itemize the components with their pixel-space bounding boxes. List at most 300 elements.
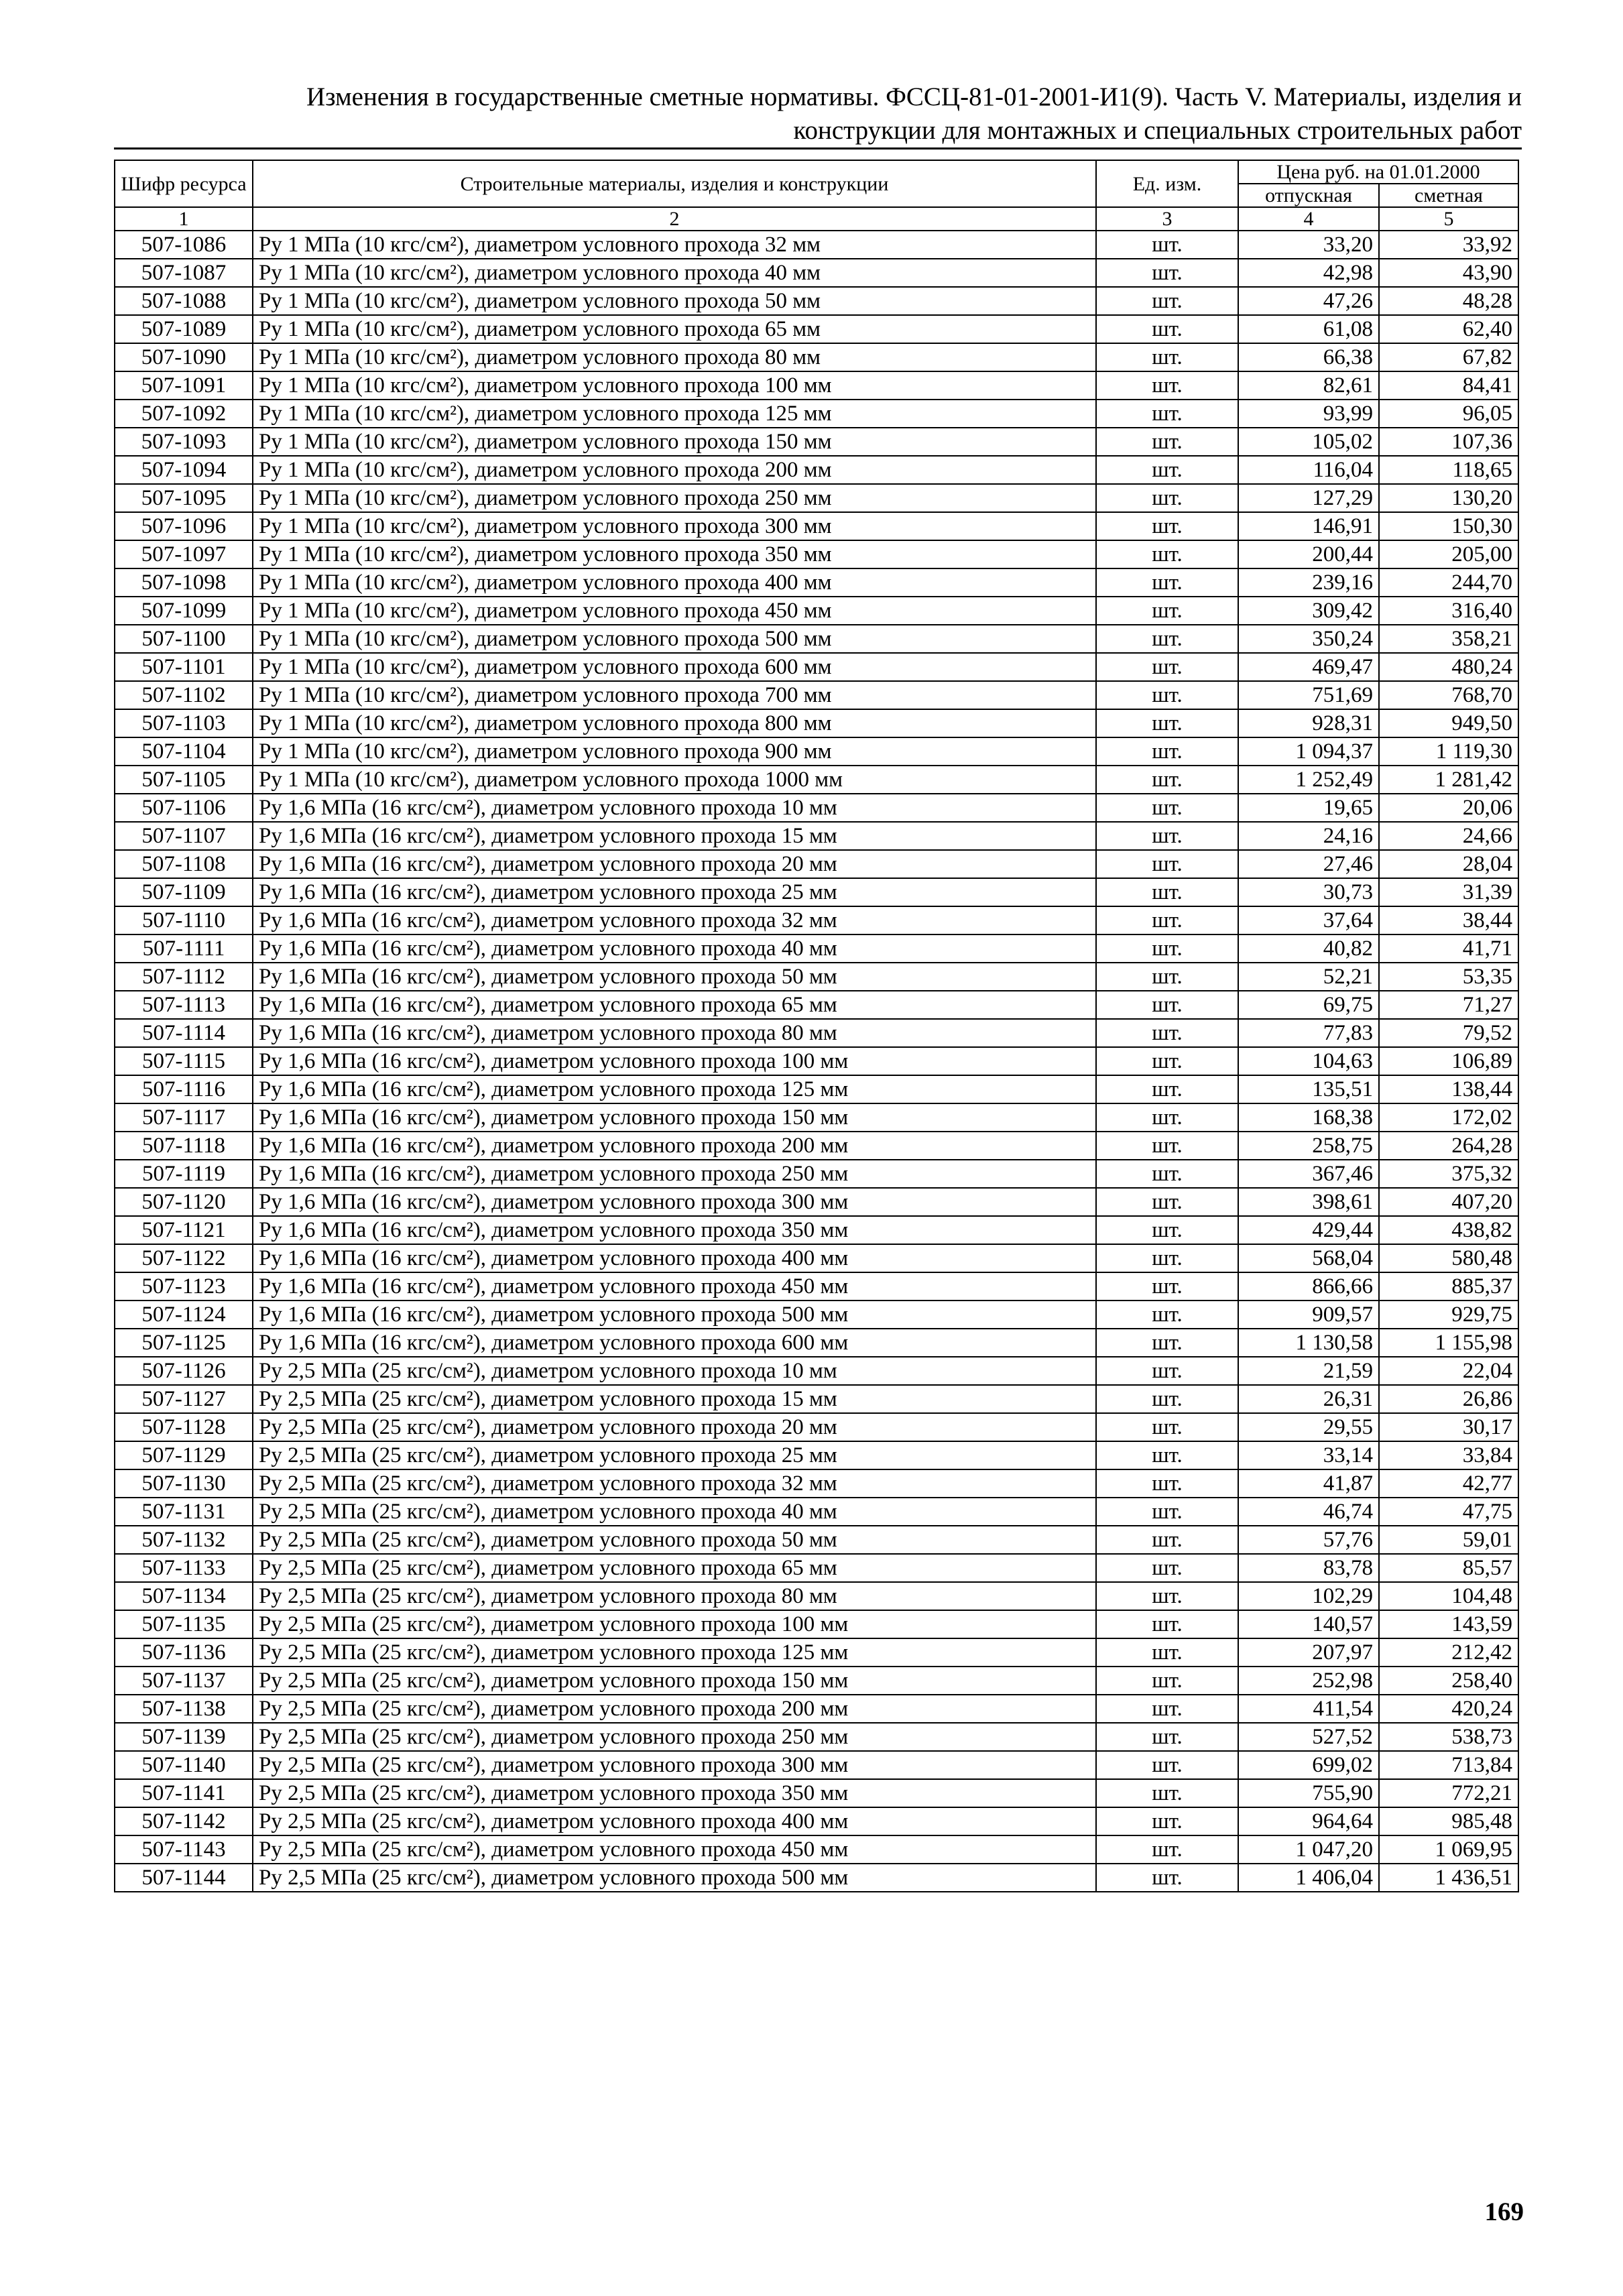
unit-cell: шт. <box>1096 1188 1238 1216</box>
release-price-cell: 30,73 <box>1238 878 1379 906</box>
header-code: Шифр ресурса <box>115 160 253 207</box>
table-row <box>115 456 1518 484</box>
table-row <box>115 1554 1518 1582</box>
material-name-cell: Ру 1,6 МПа (16 кгс/см²), диаметром условного прохода 250 мм <box>253 1160 1096 1188</box>
table-row <box>115 906 1518 934</box>
table-row <box>115 1216 1518 1244</box>
material-name-cell: Ру 1,6 МПа (16 кгс/см²), диаметром условного прохода 400 мм <box>253 1244 1096 1272</box>
resource-code-cell: 507-1089 <box>115 315 253 343</box>
unit-cell: шт. <box>1096 1075 1238 1103</box>
resource-code-cell: 507-1140 <box>115 1751 253 1779</box>
resource-code-cell: 507-1135 <box>115 1610 253 1638</box>
unit-cell: шт. <box>1096 963 1238 991</box>
estimate-price-cell: 538,73 <box>1379 1723 1518 1751</box>
resource-code-cell: 507-1126 <box>115 1357 253 1385</box>
release-price-cell: 1 094,37 <box>1238 737 1379 766</box>
estimate-price-cell: 1 436,51 <box>1379 1864 1518 1892</box>
release-price-cell: 116,04 <box>1238 456 1379 484</box>
material-name-cell: Ру 1 МПа (10 кгс/см²), диаметром условного прохода 150 мм <box>253 428 1096 456</box>
material-name-cell: Ру 1 МПа (10 кгс/см²), диаметром условного прохода 65 мм <box>253 315 1096 343</box>
estimate-price-cell: 33,92 <box>1379 231 1518 259</box>
release-price-cell: 140,57 <box>1238 1610 1379 1638</box>
table-row <box>115 371 1518 400</box>
table-row <box>115 1357 1518 1385</box>
header-name: Строительные материалы, изделия и конструкции <box>253 160 1096 207</box>
release-price-cell: 909,57 <box>1238 1301 1379 1329</box>
release-price-cell: 102,29 <box>1238 1582 1379 1610</box>
release-price-cell: 398,61 <box>1238 1188 1379 1216</box>
release-price-cell: 57,76 <box>1238 1526 1379 1554</box>
release-price-cell: 61,08 <box>1238 315 1379 343</box>
resource-code-cell: 507-1103 <box>115 709 253 737</box>
resource-code-cell: 507-1102 <box>115 681 253 709</box>
material-name-cell: Ру 1,6 МПа (16 кгс/см²), диаметром условного прохода 150 мм <box>253 1103 1096 1132</box>
table-row <box>115 766 1518 794</box>
resource-code-cell: 507-1124 <box>115 1301 253 1329</box>
release-price-cell: 104,63 <box>1238 1047 1379 1075</box>
resource-code-cell: 507-1108 <box>115 850 253 878</box>
resource-code-cell: 507-1109 <box>115 878 253 906</box>
material-name-cell: Ру 1 МПа (10 кгс/см²), диаметром условного прохода 300 мм <box>253 512 1096 540</box>
resource-code-cell: 507-1101 <box>115 653 253 681</box>
unit-cell: шт. <box>1096 512 1238 540</box>
resource-code-cell: 507-1123 <box>115 1272 253 1301</box>
unit-cell: шт. <box>1096 766 1238 794</box>
release-price-cell: 866,66 <box>1238 1272 1379 1301</box>
release-price-cell: 69,75 <box>1238 991 1379 1019</box>
resource-code-cell: 507-1117 <box>115 1103 253 1132</box>
estimate-price-cell: 420,24 <box>1379 1695 1518 1723</box>
estimate-price-cell: 885,37 <box>1379 1272 1518 1301</box>
table-row <box>115 850 1518 878</box>
estimate-price-cell: 375,32 <box>1379 1160 1518 1188</box>
resource-code-cell: 507-1111 <box>115 934 253 963</box>
release-price-cell: 33,20 <box>1238 231 1379 259</box>
resource-code-cell: 507-1144 <box>115 1864 253 1892</box>
material-name-cell: Ру 1 МПа (10 кгс/см²), диаметром условного прохода 100 мм <box>253 371 1096 400</box>
release-price-cell: 928,31 <box>1238 709 1379 737</box>
unit-cell: шт. <box>1096 568 1238 597</box>
table-row <box>115 681 1518 709</box>
material-name-cell: Ру 2,5 МПа (25 кгс/см²), диаметром условного прохода 150 мм <box>253 1667 1096 1695</box>
material-name-cell: Ру 2,5 МПа (25 кгс/см²), диаметром условного прохода 125 мм <box>253 1638 1096 1667</box>
material-name-cell: Ру 2,5 МПа (25 кгс/см²), диаметром условного прохода 15 мм <box>253 1385 1096 1413</box>
estimate-price-cell: 67,82 <box>1379 343 1518 371</box>
header-rule <box>114 147 1522 149</box>
release-price-cell: 41,87 <box>1238 1469 1379 1498</box>
table-row <box>115 512 1518 540</box>
estimate-price-cell: 1 119,30 <box>1379 737 1518 766</box>
table-row <box>115 1160 1518 1188</box>
estimate-price-cell: 138,44 <box>1379 1075 1518 1103</box>
material-name-cell: Ру 1,6 МПа (16 кгс/см²), диаметром условного прохода 65 мм <box>253 991 1096 1019</box>
estimate-price-cell: 20,06 <box>1379 794 1518 822</box>
material-name-cell: Ру 1 МПа (10 кгс/см²), диаметром условного прохода 50 мм <box>253 287 1096 315</box>
table-row <box>115 1019 1518 1047</box>
column-number-row <box>115 207 1518 231</box>
header-release-price: отпускная <box>1238 184 1379 207</box>
estimate-price-cell: 59,01 <box>1379 1526 1518 1554</box>
column-number: 3 <box>1096 207 1238 231</box>
table-row <box>115 794 1518 822</box>
table-row <box>115 1751 1518 1779</box>
table-row <box>115 1638 1518 1667</box>
release-price-cell: 77,83 <box>1238 1019 1379 1047</box>
resource-code-cell: 507-1116 <box>115 1075 253 1103</box>
table-row <box>115 1498 1518 1526</box>
unit-cell: шт. <box>1096 1695 1238 1723</box>
unit-cell: шт. <box>1096 794 1238 822</box>
estimate-price-cell: 53,35 <box>1379 963 1518 991</box>
column-number: 5 <box>1379 207 1518 231</box>
unit-cell: шт. <box>1096 878 1238 906</box>
unit-cell: шт. <box>1096 1498 1238 1526</box>
material-name-cell: Ру 2,5 МПа (25 кгс/см²), диаметром условного прохода 350 мм <box>253 1779 1096 1807</box>
resource-code-cell: 507-1114 <box>115 1019 253 1047</box>
unit-cell: шт. <box>1096 428 1238 456</box>
release-price-cell: 755,90 <box>1238 1779 1379 1807</box>
table-row <box>115 1526 1518 1554</box>
resource-code-cell: 507-1119 <box>115 1160 253 1188</box>
release-price-cell: 411,54 <box>1238 1695 1379 1723</box>
unit-cell: шт. <box>1096 1526 1238 1554</box>
resource-code-cell: 507-1131 <box>115 1498 253 1526</box>
table-row <box>115 287 1518 315</box>
table-row <box>115 597 1518 625</box>
material-name-cell: Ру 2,5 МПа (25 кгс/см²), диаметром условного прохода 80 мм <box>253 1582 1096 1610</box>
material-name-cell: Ру 2,5 МПа (25 кгс/см²), диаметром условного прохода 20 мм <box>253 1413 1096 1441</box>
material-name-cell: Ру 2,5 МПа (25 кгс/см²), диаметром условного прохода 400 мм <box>253 1807 1096 1835</box>
table-header-row <box>115 160 1518 184</box>
estimate-price-cell: 31,39 <box>1379 878 1518 906</box>
material-name-cell: Ру 1 МПа (10 кгс/см²), диаметром условного прохода 1000 мм <box>253 766 1096 794</box>
material-name-cell: Ру 2,5 МПа (25 кгс/см²), диаметром условного прохода 250 мм <box>253 1723 1096 1751</box>
unit-cell: шт. <box>1096 1329 1238 1357</box>
release-price-cell: 350,24 <box>1238 625 1379 653</box>
resource-code-cell: 507-1130 <box>115 1469 253 1498</box>
material-name-cell: Ру 2,5 МПа (25 кгс/см²), диаметром условного прохода 200 мм <box>253 1695 1096 1723</box>
release-price-cell: 429,44 <box>1238 1216 1379 1244</box>
unit-cell: шт. <box>1096 1103 1238 1132</box>
estimate-price-cell: 22,04 <box>1379 1357 1518 1385</box>
unit-cell: шт. <box>1096 1047 1238 1075</box>
table-row <box>115 1441 1518 1469</box>
estimate-price-cell: 580,48 <box>1379 1244 1518 1272</box>
release-price-cell: 309,42 <box>1238 597 1379 625</box>
estimate-price-cell: 358,21 <box>1379 625 1518 653</box>
table-row <box>115 1779 1518 1807</box>
estimate-price-cell: 150,30 <box>1379 512 1518 540</box>
release-price-cell: 135,51 <box>1238 1075 1379 1103</box>
release-price-cell: 24,16 <box>1238 822 1379 850</box>
material-name-cell: Ру 1 МПа (10 кгс/см²), диаметром условного прохода 600 мм <box>253 653 1096 681</box>
estimate-price-cell: 480,24 <box>1379 653 1518 681</box>
resource-code-cell: 507-1100 <box>115 625 253 653</box>
unit-cell: шт. <box>1096 1610 1238 1638</box>
unit-cell: шт. <box>1096 1723 1238 1751</box>
table-row <box>115 653 1518 681</box>
table-row <box>115 878 1518 906</box>
resource-code-cell: 507-1094 <box>115 456 253 484</box>
resource-code-cell: 507-1086 <box>115 231 253 259</box>
unit-cell: шт. <box>1096 653 1238 681</box>
estimate-price-cell: 84,41 <box>1379 371 1518 400</box>
material-name-cell: Ру 1 МПа (10 кгс/см²), диаметром условного прохода 40 мм <box>253 259 1096 287</box>
unit-cell: шт. <box>1096 1864 1238 1892</box>
release-price-cell: 105,02 <box>1238 428 1379 456</box>
resource-code-cell: 507-1137 <box>115 1667 253 1695</box>
release-price-cell: 52,21 <box>1238 963 1379 991</box>
release-price-cell: 19,65 <box>1238 794 1379 822</box>
estimate-price-cell: 772,21 <box>1379 1779 1518 1807</box>
unit-cell: шт. <box>1096 1582 1238 1610</box>
table-row <box>115 315 1518 343</box>
unit-cell: шт. <box>1096 287 1238 315</box>
unit-cell: шт. <box>1096 259 1238 287</box>
unit-cell: шт. <box>1096 597 1238 625</box>
unit-cell: шт. <box>1096 1244 1238 1272</box>
unit-cell: шт. <box>1096 737 1238 766</box>
table-row <box>115 343 1518 371</box>
release-price-cell: 21,59 <box>1238 1357 1379 1385</box>
table-row <box>115 1385 1518 1413</box>
table-row <box>115 231 1518 259</box>
unit-cell: шт. <box>1096 456 1238 484</box>
unit-cell: шт. <box>1096 1132 1238 1160</box>
release-price-cell: 37,64 <box>1238 906 1379 934</box>
table-row <box>115 1047 1518 1075</box>
resource-code-cell: 507-1120 <box>115 1188 253 1216</box>
estimate-price-cell: 316,40 <box>1379 597 1518 625</box>
estimate-price-cell: 43,90 <box>1379 259 1518 287</box>
resource-code-cell: 507-1091 <box>115 371 253 400</box>
table-row <box>115 1301 1518 1329</box>
table-row <box>115 484 1518 512</box>
release-price-cell: 964,64 <box>1238 1807 1379 1835</box>
table-row <box>115 1244 1518 1272</box>
table-row <box>115 1103 1518 1132</box>
estimate-price-cell: 205,00 <box>1379 540 1518 568</box>
unit-cell: шт. <box>1096 1554 1238 1582</box>
resource-code-cell: 507-1090 <box>115 343 253 371</box>
resource-code-cell: 507-1138 <box>115 1695 253 1723</box>
resource-code-cell: 507-1096 <box>115 512 253 540</box>
table-row <box>115 1835 1518 1864</box>
table-row <box>115 1582 1518 1610</box>
unit-cell: шт. <box>1096 1019 1238 1047</box>
resource-code-cell: 507-1122 <box>115 1244 253 1272</box>
column-number: 4 <box>1238 207 1379 231</box>
release-price-cell: 40,82 <box>1238 934 1379 963</box>
estimate-price-cell: 130,20 <box>1379 484 1518 512</box>
material-name-cell: Ру 1,6 МПа (16 кгс/см²), диаметром условного прохода 200 мм <box>253 1132 1096 1160</box>
release-price-cell: 26,31 <box>1238 1385 1379 1413</box>
estimate-price-cell: 118,65 <box>1379 456 1518 484</box>
unit-cell: шт. <box>1096 822 1238 850</box>
resource-code-cell: 507-1129 <box>115 1441 253 1469</box>
release-price-cell: 751,69 <box>1238 681 1379 709</box>
estimate-price-cell: 38,44 <box>1379 906 1518 934</box>
resource-code-cell: 507-1106 <box>115 794 253 822</box>
resource-code-cell: 507-1134 <box>115 1582 253 1610</box>
material-name-cell: Ру 1,6 МПа (16 кгс/см²), диаметром условного прохода 300 мм <box>253 1188 1096 1216</box>
unit-cell: шт. <box>1096 709 1238 737</box>
release-price-cell: 1 130,58 <box>1238 1329 1379 1357</box>
release-price-cell: 33,14 <box>1238 1441 1379 1469</box>
release-price-cell: 66,38 <box>1238 343 1379 371</box>
resource-code-cell: 507-1139 <box>115 1723 253 1751</box>
resource-code-cell: 507-1105 <box>115 766 253 794</box>
release-price-cell: 83,78 <box>1238 1554 1379 1582</box>
table-row <box>115 400 1518 428</box>
material-name-cell: Ру 1,6 МПа (16 кгс/см²), диаметром условного прохода 80 мм <box>253 1019 1096 1047</box>
unit-cell: шт. <box>1096 540 1238 568</box>
estimate-price-cell: 26,86 <box>1379 1385 1518 1413</box>
table-row <box>115 709 1518 737</box>
estimate-price-cell: 30,17 <box>1379 1413 1518 1441</box>
unit-cell: шт. <box>1096 1667 1238 1695</box>
table-row <box>115 1469 1518 1498</box>
release-price-cell: 527,52 <box>1238 1723 1379 1751</box>
unit-cell: шт. <box>1096 1638 1238 1667</box>
unit-cell: шт. <box>1096 906 1238 934</box>
material-name-cell: Ру 2,5 МПа (25 кгс/см²), диаметром условного прохода 50 мм <box>253 1526 1096 1554</box>
unit-cell: шт. <box>1096 1385 1238 1413</box>
unit-cell: шт. <box>1096 850 1238 878</box>
unit-cell: шт. <box>1096 1751 1238 1779</box>
estimate-price-cell: 244,70 <box>1379 568 1518 597</box>
material-name-cell: Ру 1,6 МПа (16 кгс/см²), диаметром условного прохода 15 мм <box>253 822 1096 850</box>
estimate-price-cell: 85,57 <box>1379 1554 1518 1582</box>
table-row <box>115 428 1518 456</box>
resource-code-cell: 507-1142 <box>115 1807 253 1835</box>
material-name-cell: Ру 1,6 МПа (16 кгс/см²), диаметром условного прохода 600 мм <box>253 1329 1096 1357</box>
estimate-price-cell: 41,71 <box>1379 934 1518 963</box>
release-price-cell: 29,55 <box>1238 1413 1379 1441</box>
release-price-cell: 252,98 <box>1238 1667 1379 1695</box>
estimate-price-cell: 96,05 <box>1379 400 1518 428</box>
resource-code-cell: 507-1099 <box>115 597 253 625</box>
table-row <box>115 1413 1518 1441</box>
table-row <box>115 1075 1518 1103</box>
unit-cell: шт. <box>1096 1835 1238 1864</box>
estimate-price-cell: 172,02 <box>1379 1103 1518 1132</box>
material-name-cell: Ру 1 МПа (10 кгс/см²), диаметром условного прохода 800 мм <box>253 709 1096 737</box>
table-row <box>115 1807 1518 1835</box>
table-body <box>115 231 1518 1892</box>
material-name-cell: Ру 1 МПа (10 кгс/см²), диаметром условного прохода 500 мм <box>253 625 1096 653</box>
material-name-cell: Ру 2,5 МПа (25 кгс/см²), диаметром условного прохода 450 мм <box>253 1835 1096 1864</box>
resource-code-cell: 507-1098 <box>115 568 253 597</box>
unit-cell: шт. <box>1096 231 1238 259</box>
material-name-cell: Ру 2,5 МПа (25 кгс/см²), диаметром условного прохода 65 мм <box>253 1554 1096 1582</box>
resource-code-cell: 507-1141 <box>115 1779 253 1807</box>
price-table <box>114 160 1519 1892</box>
unit-cell: шт. <box>1096 1469 1238 1498</box>
release-price-cell: 1 252,49 <box>1238 766 1379 794</box>
material-name-cell: Ру 1 МПа (10 кгс/см²), диаметром условного прохода 700 мм <box>253 681 1096 709</box>
material-name-cell: Ру 2,5 МПа (25 кгс/см²), диаметром условного прохода 500 мм <box>253 1864 1096 1892</box>
estimate-price-cell: 407,20 <box>1379 1188 1518 1216</box>
release-price-cell: 239,16 <box>1238 568 1379 597</box>
release-price-cell: 93,99 <box>1238 400 1379 428</box>
material-name-cell: Ру 1 МПа (10 кгс/см²), диаметром условного прохода 450 мм <box>253 597 1096 625</box>
material-name-cell: Ру 1,6 МПа (16 кгс/см²), диаметром условного прохода 100 мм <box>253 1047 1096 1075</box>
table-row <box>115 568 1518 597</box>
table-row <box>115 822 1518 850</box>
estimate-price-cell: 28,04 <box>1379 850 1518 878</box>
resource-code-cell: 507-1112 <box>115 963 253 991</box>
header-unit: Ед. изм. <box>1096 160 1238 207</box>
release-price-cell: 568,04 <box>1238 1244 1379 1272</box>
table-row <box>115 625 1518 653</box>
resource-code-cell: 507-1113 <box>115 991 253 1019</box>
page-header <box>107 80 1522 147</box>
release-price-cell: 127,29 <box>1238 484 1379 512</box>
table-row <box>115 963 1518 991</box>
material-name-cell: Ру 2,5 МПа (25 кгс/см²), диаметром условного прохода 10 мм <box>253 1357 1096 1385</box>
estimate-price-cell: 106,89 <box>1379 1047 1518 1075</box>
material-name-cell: Ру 1,6 МПа (16 кгс/см²), диаметром условного прохода 500 мм <box>253 1301 1096 1329</box>
material-name-cell: Ру 1 МПа (10 кгс/см²), диаметром условного прохода 125 мм <box>253 400 1096 428</box>
resource-code-cell: 507-1132 <box>115 1526 253 1554</box>
estimate-price-cell: 713,84 <box>1379 1751 1518 1779</box>
estimate-price-cell: 62,40 <box>1379 315 1518 343</box>
release-price-cell: 82,61 <box>1238 371 1379 400</box>
estimate-price-cell: 985,48 <box>1379 1807 1518 1835</box>
resource-code-cell: 507-1127 <box>115 1385 253 1413</box>
estimate-price-cell: 42,77 <box>1379 1469 1518 1498</box>
release-price-cell: 1 047,20 <box>1238 1835 1379 1864</box>
release-price-cell: 27,46 <box>1238 850 1379 878</box>
estimate-price-cell: 48,28 <box>1379 287 1518 315</box>
resource-code-cell: 507-1097 <box>115 540 253 568</box>
material-name-cell: Ру 1 МПа (10 кгс/см²), диаметром условного прохода 200 мм <box>253 456 1096 484</box>
column-number: 2 <box>253 207 1096 231</box>
table-row <box>115 259 1518 287</box>
table-row <box>115 1723 1518 1751</box>
table-row <box>115 1329 1518 1357</box>
material-name-cell: Ру 1 МПа (10 кгс/см²), диаметром условного прохода 350 мм <box>253 540 1096 568</box>
table-row <box>115 1667 1518 1695</box>
release-price-cell: 469,47 <box>1238 653 1379 681</box>
estimate-price-cell: 929,75 <box>1379 1301 1518 1329</box>
estimate-price-cell: 107,36 <box>1379 428 1518 456</box>
estimate-price-cell: 949,50 <box>1379 709 1518 737</box>
unit-cell: шт. <box>1096 1272 1238 1301</box>
unit-cell: шт. <box>1096 1160 1238 1188</box>
resource-code-cell: 507-1136 <box>115 1638 253 1667</box>
material-name-cell: Ру 2,5 МПа (25 кгс/см²), диаметром условного прохода 25 мм <box>253 1441 1096 1469</box>
table-row <box>115 1695 1518 1723</box>
resource-code-cell: 507-1104 <box>115 737 253 766</box>
table-row <box>115 1132 1518 1160</box>
table-row <box>115 1864 1518 1892</box>
estimate-price-cell: 438,82 <box>1379 1216 1518 1244</box>
unit-cell: шт. <box>1096 681 1238 709</box>
material-name-cell: Ру 1 МПа (10 кгс/см²), диаметром условного прохода 900 мм <box>253 737 1096 766</box>
release-price-cell: 168,38 <box>1238 1103 1379 1132</box>
resource-code-cell: 507-1128 <box>115 1413 253 1441</box>
estimate-price-cell: 264,28 <box>1379 1132 1518 1160</box>
estimate-price-cell: 33,84 <box>1379 1441 1518 1469</box>
release-price-cell: 46,74 <box>1238 1498 1379 1526</box>
material-name-cell: Ру 1,6 МПа (16 кгс/см²), диаметром условного прохода 20 мм <box>253 850 1096 878</box>
table-row <box>115 1272 1518 1301</box>
estimate-price-cell: 258,40 <box>1379 1667 1518 1695</box>
estimate-price-cell: 1 069,95 <box>1379 1835 1518 1864</box>
header-title-line-1: Изменения в государственные сметные нормативы. ФССЦ-81-01-2001-И1(9). Часть V. Материалы, изделия и <box>306 82 1522 111</box>
